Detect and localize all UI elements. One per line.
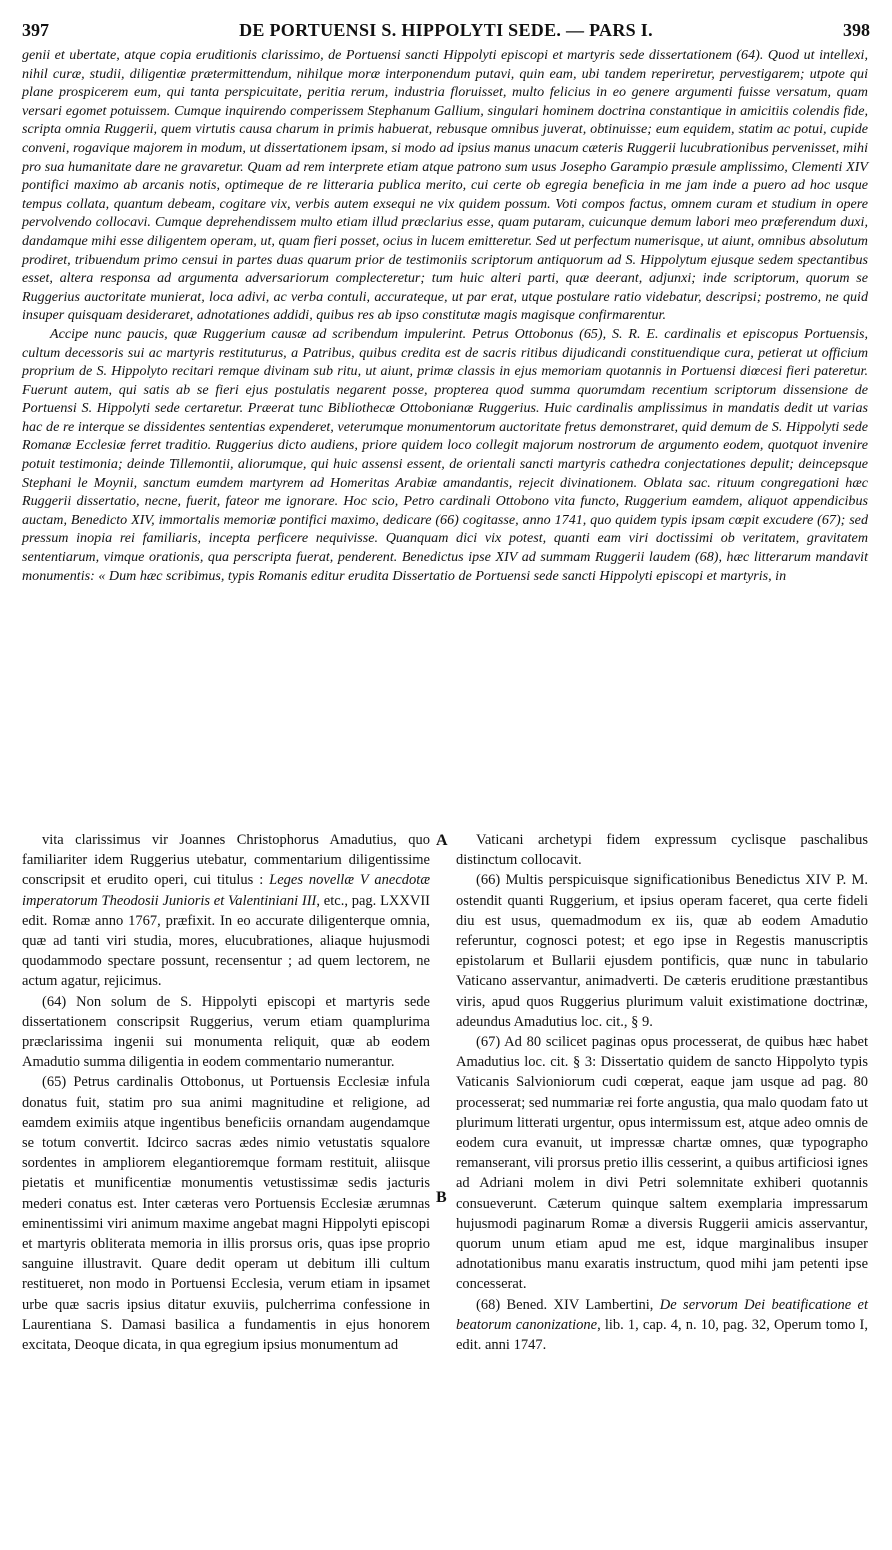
main-paragraph-1: geniі et ubertate, atque copia eruditionis clarissimo, de Portuensi sancti Hippolyti episcopi et martyris sede dissertationem (64). Quod ut intellexi, nihil curæ, studii, diligentiæ prætermittendum, nihilque moræ interponendum putavi, quin eam, ubi tandem reperiretur, pervestigarem; utpote qui plane prospicerem eum, qui tanta perspicuitate, peritia rerum, industria floruisset, multo felicius in eo genere argumenti fuisse versatum, quam versari egomet potuissem. Cumque inquirendo comperissem Stephanum Gallium, singulari hominem doctrina constantique in amicitiis colendis fide, scripta omnia Ruggerii, quem virtutis causa charum in primis habuerat, rebusque omnibus juverat, obtinuisse; eum equidem, statim ac potui, cupide conveni, rogavique majorem in modum, ut dissertationem ipsam, si modo ad ipsius manus unacum cæteris Ruggerii lucubrationibus pervenisset, mihi pro sua humanitate dare ne gravaretur. Quam ad rem interprete etiam atque patrono sum usus Josepho Garampio præsule amplissimo, Clementi XIV pontifici maximo ab arcanis notis, optimeque de re litteraria publica merito, cui certe ob egregia beneficia in me jam inde a puero ad hoc usque tempus collata, quantum debeam, cogitare vix, verbis autem exsequi ne vix quidem possum. Voti compos factus, omnem curam et studium in opere pervolvendo collocavi. Cumque deprehendissem multo etiam illud præclarius esse, quam putaram, cuicunque demum labori meo præferendum duxi, dandamque mihi esse diligentem operam, ut, quam fieri posset, ocius in lucem emitteretur. Sed ut perfectum numerisque, ut aiunt, omnibus absolutum prodiret, tribuendum primo censui in partes duas quarum prior de testimoniis scriptorum antiquorum ad S. Hippolytum ejusque sedem spectantibus esset, altera responsa ad argumenta adversariorum complecteretur; tum huic alteri parti, quæ deerant, adjunxi; inde scriptorum, quorum se Ruggerius auctoritate munierat, loca adivi, ac verba contuli, accurateque, ut par erat, utque postulare ratio videbatur, descripsi; postremo, ne quid insuper quisquam desideraret, adnotationes addidi, quibus res ab ipso constitutæ magis magisque confirmarentur. (22, 47, 868, 324)
footnotes-left-column (22, 830, 430, 1355)
footnote-67: (67) Ad 80 scilicet paginas opus processerat, de quibus hæc habet Amadutius loc. cit. § 3: Dissertatio quidem de sancto Hippolyto typis Vaticanis Salvioniorum cudi cœperat, eaque jam usque ad pag. 80 processerat; sed nummariæ rei forte angustia, qua malo quodam fato ut plurimum litterati urgentur, opus intermissum est, atque adeo omnis de eodem cura evanuit, ut impressæ chartæ omnes, quæ typographo remanserant, vili prorsus pretio illis cesserint, a quibus artificiosi ignes ad Adriani molem in divi Petri solemnitate exhiberi quotannis consueverunt. Cæterum quinque saltem exemplaria impressarum hujusmodi paginarum Romæ a diversis Ruggerii amicis asservantur, quorum unum etiam apud me est, idque marginalibus insuper adnotationibus manu exaratis instructum, quod mihi jam petenti ipse concesserat. (456, 1034, 868, 1293)
footnote-66: (66) Multis perspicuisque significationibus Benedictus XIV P. M. ostendit quanti Ruggerium, et ipsius operam faceret, qua certe fideli diu est usus, quemadmodum ex iis, quæ ab eodem Amadutio referuntur, cognosci potest; et ego ipse in Regestis manuscriptis epistolarum et Bullarii ejusdem pontificis, quæ nunc in tabulario Vaticano asservantur, animadverti. De cæteris eruditione præstantibus viris, apud quos Ruggerius plurimum valuit existimatione doctrinæ, adeundus Amadutius loc. cit., § 9. (456, 872, 868, 1030)
footnote-text: , lib. 1, cap. 4, n. 10, pag. 32, Operum tomo I, edit. anni 1747. (456, 1316, 868, 1354)
main-paragraph-2: Accipe nunc paucis, quæ Ruggerium causæ ad scribendum impulerint. Petrus Ottobonus (65), S. R. E. cardinalis et episcopus Portuensis, cultum decessoris sui ac martyris restituturus, a Patribus, quibus credita est de sacris ritibus dijudicandi constituendique cura, petierat ut officium proprium de S. Hippolyto recitari remque divinam sub ritu, ut aiunt, primæ classis in ejus memoriam quotannis in Portuensi diœcesi fieri pateretur. Fuerunt autem, qui satis ab se fieri ejus postulatis negarent posse, propterea quod summa quorumdam recentium scriptorum dissensione de Portuensi S. Hippolyti sede certaretur. Præerat tunc Bibliothecæ Ottobonianæ Ruggerius. Huic cardinalis amplissimus in mandatis dedit ut varias hac de re interque se dissidentes sententias expenderet, veterumque monumentorum auctoritate fretus demonstraret, quid demum de S. Hippolyti sede Romanæ Ecclesiæ ferret traditio. Ruggerius dicto audiens, priore quidem loco collegit majorum nostrorum de argumento eodem, quotquot invenire potuit testimonia; deinde Tillemontii, aliorumque, qui huic assensi essent, de orientali sancti martyris cathedra conjectationes depulit; deincepsque Stephani le Moynii, sanctum eumdem martyrem ad Homeritas Arabiæ amandantis, rejecit divinationem. Oblata sac. rituum congregationi hæc Ruggerii dissertatio, necne, fuerit, fateor me ignorare. Hoc scio, Petro cardinali Ottobono vita functo, Ruggerium eamdem, aliquot appendicibus auctam, Benedicto XIV, immortalis memoriæ pontifici maximo, dedicare (66) cogitasse, anno 1741, quo quidem typis ipsam cœpit excudere (67); sed pressum inopia rei familiaris, incepta perficere nequivisse. Quanquam dici vix potest, quanti eam viri doctissimi ob veritatem, gravitatem sententiarum, vimque orationis, qua perscripta fuerat, penderent. Benedictus ipse XIV ad summam Ruggerii laudem (68), hæc litterarum mandavit monumentis: « Dum hæc scribimus, typis Romanis editur erudita Dissertatio de Portuensi sede sancti Hippolyti episcopi et martyris, in (22, 325, 868, 584)
footnote-text: vita clarissimus vir Joannes Christophorus Amadutius, quo familiariter idem Ruggerius utebatur, commentarium diligentissime conscripsit et erudito operi, cui titulus : (22, 832, 430, 889)
running-title: DE PORTUENSI S. HIPPOLYTI SEDE. — PARS I. (239, 20, 653, 40)
footnote-continuation: Vaticani archetypi fidem expressum cyclisque paschalibus distinctum collocavit. (456, 832, 868, 869)
footnote-continuation (22, 830, 430, 992)
footnote-text: , etc., pag. LXXVII edit. Romæ anno 1767, præfixit. In eo accurate diligenterque omnia, quæ ad tanti viri studia, mores, elucubrationes, aliaque hujusmodi quodammodo spectare possunt, recensentur ; ad quem lectorem, ne actum agatur, rejicimus. (22, 892, 430, 990)
footnote-65: (65) Petrus cardinalis Ottobonus, ut Portuensis Ecclesiæ infula donatus fuit, statim pro sua animi magnitudine et religione, ad eamdem eximiis atque ingentibus beneficiis ornandam augendamque se totum convertit. Idcirco sacras ædes nimio vetustatis squalore sordentes in ampliorem elegantioremque formam restituit, aliisque pietatis et munificentiæ monumentis vetustissimæ sedis jacturis mederi conatus est. Inter cæteras vero Portuensis Ecclesiæ ærumnas eminentissimi viri animum maxime angebat magni Hippolyti episcopi et martyris obliterata memoria in illis prorsus oris, quas ipse proprio sanguine illustravit. Quare dedit operam ut debitum illi cultum restitueret, non modo in Portuensi Ecclesia, verum etiam in ipsamet urbe quæ sacris ipsius ditatur exuviis, pulcherrima confessione in Laurentiana S. Damasi basilica a fundamentis in ejus honorem excitata, Deoque dicata, in qua egregium ipsius monumentum ad (22, 1074, 430, 1354)
footnote-title: Leges novellæ V anecdotæ imperatorum Theodosii Junioris et Valentiniani III (22, 872, 431, 909)
main-text (22, 46, 868, 585)
margin-letter-a: A (436, 832, 448, 849)
footnote-64: (64) Non solum de S. Hippolyti episcopi et martyris sede dissertationem conscripsit Ruggerius, verum etiam quamplurima præclarissima ingenii sui monumenta reliquit, quæ ab eodem Amadutio summa diligentia in eodem commentario numerantur. (22, 993, 430, 1071)
page-number-left: 397 (22, 20, 49, 40)
footnote-text: (68) Bened. XIV Lambertini, (476, 1296, 654, 1313)
page-number-right: 398 (843, 20, 870, 40)
footnotes-right-column (456, 830, 868, 1355)
margin-letter-b: B (436, 1189, 447, 1206)
footnote-68 (456, 1295, 868, 1356)
footnote-title: De servorum Dei beatificatione et beatorum canonizatione (456, 1296, 869, 1333)
running-header (22, 20, 870, 44)
